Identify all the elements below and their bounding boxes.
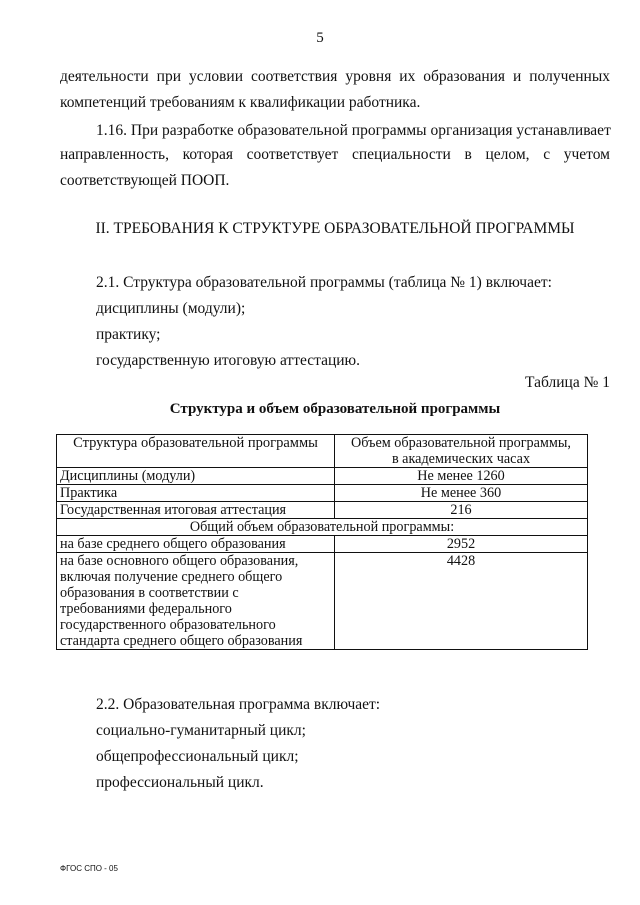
table-row (57, 468, 588, 485)
list-item: профессиональный цикл. (96, 774, 264, 791)
structure-table (56, 434, 588, 650)
list-item: общепрофессиональный цикл; (96, 748, 299, 765)
row-label (57, 553, 335, 650)
label-line: стандарта среднего общего образования (60, 633, 303, 649)
label-line: включая получение среднего общего (60, 569, 283, 585)
header-cell: Структура образовательной программы (57, 435, 335, 468)
row-value: 2952 (335, 536, 588, 553)
row-label: Дисциплины (модули) (57, 468, 335, 485)
table-row (57, 485, 588, 502)
list-item: практику; (96, 326, 161, 343)
table-subheader-row (57, 519, 588, 536)
list-item: дисциплины (модули); (96, 300, 246, 317)
row-label: Государственная итоговая аттестация (57, 502, 335, 519)
paragraph-line: 1.16. При разработке образовательной программы организация устанавливает (96, 122, 611, 139)
paragraph-line: деятельности при условии соответствия уровня их образования и полученных (60, 68, 610, 85)
list-item: социально-гуманитарный цикл; (96, 722, 306, 739)
table-number-label: Таблица № 1 (525, 374, 610, 391)
header-cell (335, 435, 588, 468)
paragraph-intro: 2.2. Образовательная программа включает: (96, 696, 381, 713)
paragraph-line: соответствующей ПООП. (60, 172, 230, 189)
table-row (57, 502, 588, 519)
row-value: 4428 (335, 553, 588, 650)
table-row (57, 553, 588, 650)
page-number: 5 (316, 30, 324, 46)
label-line: государственного образовательного (60, 617, 276, 633)
header-line: в академических часах (391, 451, 531, 467)
table-header-row (57, 435, 588, 468)
paragraph-line: направленность, которая соответствует специальности в целом, с учетом (60, 146, 610, 163)
footer-code: ФГОС СПО - 05 (60, 864, 118, 873)
section-heading: II. ТРЕБОВАНИЯ К СТРУКТУРЕ ОБРАЗОВАТЕЛЬНОЙ ПРОГРАММЫ (95, 220, 575, 237)
table-title: Структура и объем образовательной программы (169, 401, 501, 417)
row-value: 216 (335, 502, 588, 519)
list-item: государственную итоговую аттестацию. (96, 352, 361, 369)
label-line: образования в соответствии с (60, 585, 239, 601)
label-line: требованиями федерального (60, 601, 232, 617)
table-row (57, 536, 588, 553)
header-line: Объем образовательной программы, (351, 435, 571, 451)
row-label: на базе среднего общего образования (57, 536, 335, 553)
paragraph-intro: 2.1. Структура образовательной программы (таблица № 1) включает: (96, 274, 552, 291)
row-value: Не менее 360 (335, 485, 588, 502)
paragraph-line: компетенций требованиям к квалификации работника. (60, 94, 421, 111)
row-label: Практика (57, 485, 335, 502)
row-value: Не менее 1260 (335, 468, 588, 485)
subheader-cell: Общий объем образовательной программы: (57, 519, 588, 536)
label-line: на базе основного общего образования, (60, 553, 299, 569)
